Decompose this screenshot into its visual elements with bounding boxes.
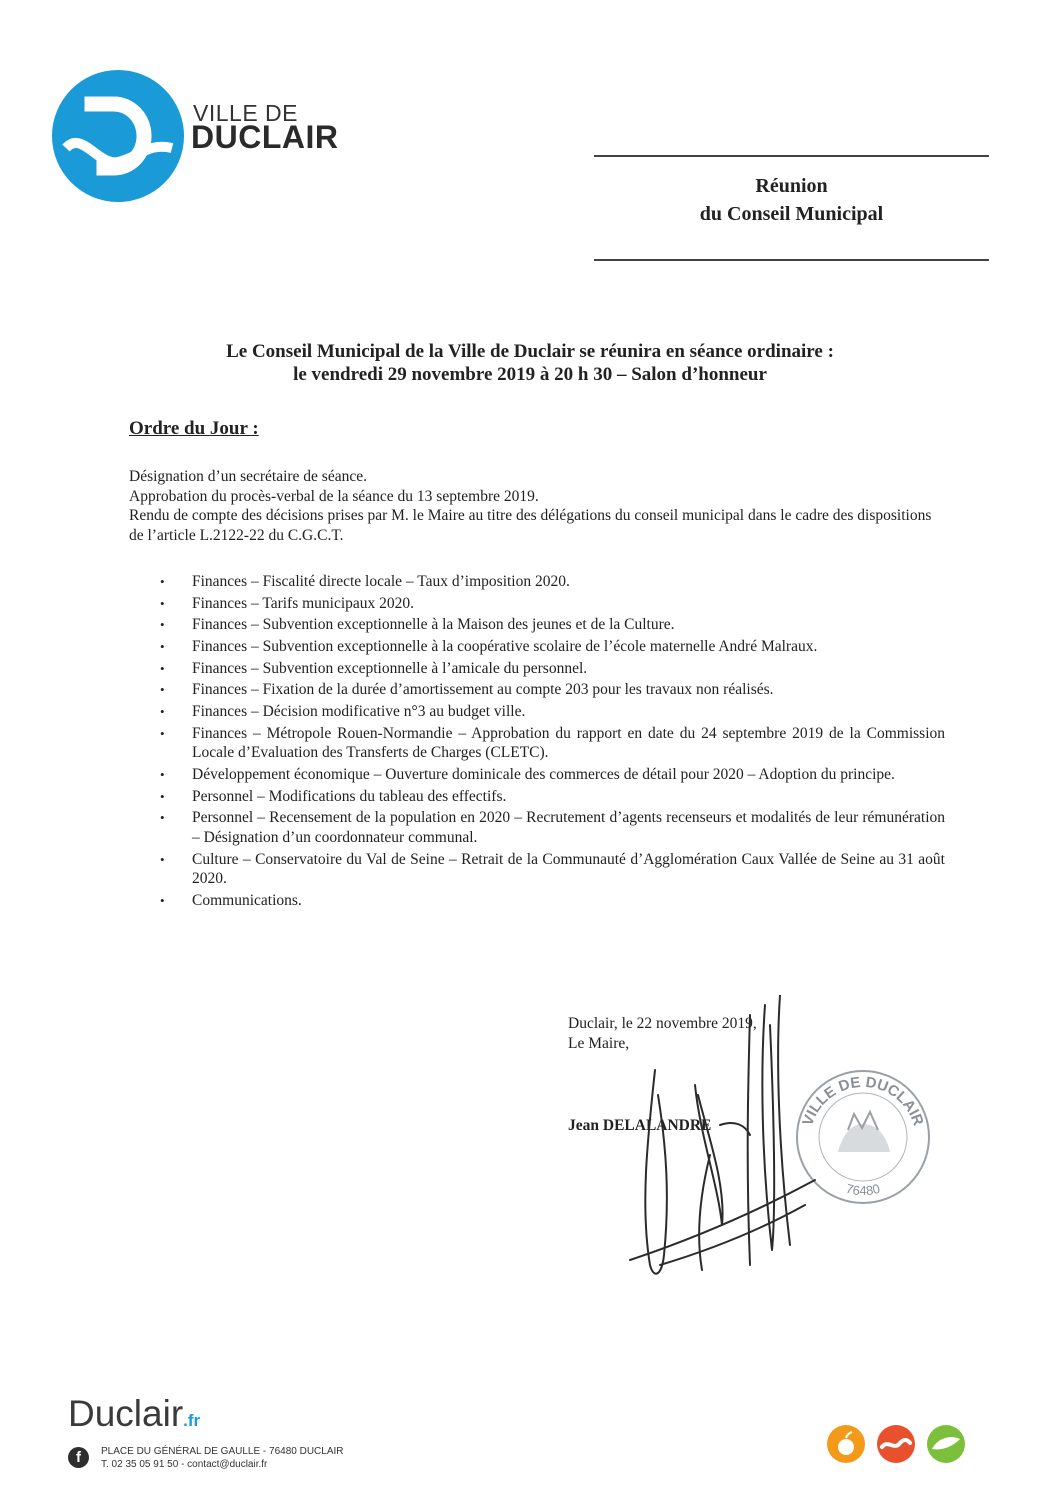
agenda-item bbox=[160, 765, 945, 785]
agenda-item-text: Personnel – Modifications du tableau des effectifs. bbox=[192, 787, 507, 805]
agenda-item-text: Développement économique – Ouverture dominicale des commerces de détail pour 2020 – Adoption du principe. bbox=[192, 766, 895, 783]
duclair-logo-icon bbox=[52, 70, 184, 202]
footer-brand bbox=[68, 1393, 200, 1435]
agenda-item bbox=[160, 680, 945, 700]
agenda-item bbox=[160, 891, 945, 911]
agenda-item-text: Communications. bbox=[192, 891, 302, 909]
agenda-item bbox=[160, 808, 945, 847]
bullet-icon: • bbox=[160, 660, 165, 676]
footer-contact: T. 02 35 05 91 50 - contact@duclair.fr bbox=[101, 1459, 268, 1470]
agenda-intro bbox=[129, 467, 949, 545]
title-bottom-rule bbox=[594, 259, 989, 261]
agenda-list bbox=[160, 572, 945, 912]
agenda-item-text: Finances – Fiscalité directe locale – Taux d’imposition 2020. bbox=[192, 573, 570, 590]
bullet-icon: • bbox=[160, 617, 165, 633]
agenda-item-text: Finances – Subvention exceptionnelle à la Maison des jeunes et de la Culture. bbox=[192, 616, 675, 634]
intro-line: Rendu de compte des décisions prises par M. le Maire au titre des délégations du conseil municipal dans le cadre des dispositions de l’article L.2122-22 du C.G.C.T. bbox=[129, 507, 932, 544]
bullet-icon: • bbox=[160, 851, 165, 867]
apple-icon bbox=[827, 1425, 865, 1463]
agenda-item bbox=[160, 787, 945, 807]
bullet-icon: • bbox=[160, 767, 165, 782]
meeting-announcement bbox=[100, 340, 960, 386]
bullet-icon: • bbox=[160, 892, 165, 908]
footer-service-icons bbox=[826, 1423, 970, 1465]
agenda-item bbox=[160, 615, 945, 635]
agenda-item-text: Finances – Subvention exceptionnelle à la coopérative scolaire de l’école maternelle André Malraux. bbox=[192, 638, 818, 656]
meeting-line-2: le vendredi 29 novembre 2019 à 20 h 30 – Salon d’honneur bbox=[293, 364, 767, 385]
bullet-icon: • bbox=[160, 682, 165, 698]
agenda-item bbox=[160, 724, 945, 763]
agenda-item bbox=[160, 702, 945, 722]
signature-role: Le Maire, bbox=[568, 1034, 630, 1052]
mayor-signature-icon bbox=[600, 995, 830, 1285]
title-top-rule bbox=[594, 155, 989, 157]
logo-text-duclair: DUCLAIR bbox=[191, 119, 339, 155]
agenda-item-text: Personnel – Recensement de la population en 2020 – Recrutement d’agents recenseurs et modalités de leur rémunération – Désignation d’un coordonnateur communal. bbox=[192, 809, 945, 846]
agenda-item-text: Culture – Conservatoire du Val de Seine – Retrait de la Communauté d’Agglomération Caux Vallée de Seine au 31 août 2020. bbox=[192, 850, 945, 888]
agenda-item-text: Finances – Fixation de la durée d’amortissement au compte 203 pour les travaux non réalisés. bbox=[192, 681, 774, 699]
wave-icon bbox=[877, 1425, 915, 1463]
facebook-icon[interactable]: f bbox=[68, 1447, 89, 1468]
agenda-item-text: Finances – Décision modificative n°3 au budget ville. bbox=[192, 703, 526, 721]
title-line-2: du Conseil Municipal bbox=[699, 203, 884, 225]
agenda-heading: Ordre du Jour : bbox=[129, 418, 259, 439]
bullet-icon: • bbox=[160, 639, 165, 655]
bullet-icon: • bbox=[160, 595, 165, 611]
agenda-item-text: Finances – Subvention exceptionnelle à l’amicale du personnel. bbox=[192, 659, 588, 677]
intro-line: Désignation d’un secrétaire de séance. bbox=[129, 468, 367, 485]
bullet-icon: • bbox=[160, 574, 165, 589]
bullet-icon: • bbox=[160, 704, 165, 720]
bullet-icon: • bbox=[160, 725, 165, 741]
document-title bbox=[594, 172, 989, 228]
footer-brand-name: Duclair bbox=[68, 1393, 184, 1434]
seal-bottom-text: 76480 bbox=[844, 1180, 882, 1199]
agenda-item bbox=[160, 572, 945, 592]
agenda-item-text: Finances – Tarifs municipaux 2020. bbox=[192, 594, 415, 612]
signature-date: Duclair, le 22 novembre 2019, bbox=[568, 1015, 757, 1032]
footer-address-block bbox=[101, 1445, 344, 1471]
meeting-line-1: Le Conseil Municipal de la Ville de Duclair se réunira en séance ordinaire : bbox=[226, 341, 834, 362]
bullet-icon: • bbox=[160, 810, 165, 826]
footer-address: PLACE DU GÉNÉRAL DE GAULLE - 76480 DUCLAIR bbox=[101, 1446, 344, 1457]
agenda-item bbox=[160, 637, 945, 657]
agenda-item bbox=[160, 594, 945, 614]
seal-top-text: VILLE DE DUCLAIR bbox=[799, 1073, 927, 1128]
leaf-icon bbox=[927, 1425, 965, 1463]
agenda-item-text: Finances – Métropole Rouen-Normandie – Approbation du rapport en date du 24 septembre 2019 de la Commission Locale d’Evaluation des Transferts de Charges (CLETC). bbox=[192, 724, 945, 762]
footer-brand-suffix: .fr bbox=[183, 1411, 201, 1430]
agenda-item bbox=[160, 659, 945, 679]
logo-text-ville-de: VILLE DE bbox=[193, 100, 298, 126]
signatory-name: Jean DELALANDRE bbox=[568, 1117, 712, 1134]
title-line-1: Réunion bbox=[755, 175, 828, 197]
bullet-icon: • bbox=[160, 788, 165, 804]
intro-line: Approbation du procès-verbal de la séance du 13 septembre 2019. bbox=[129, 487, 539, 505]
agenda-item bbox=[160, 850, 945, 889]
